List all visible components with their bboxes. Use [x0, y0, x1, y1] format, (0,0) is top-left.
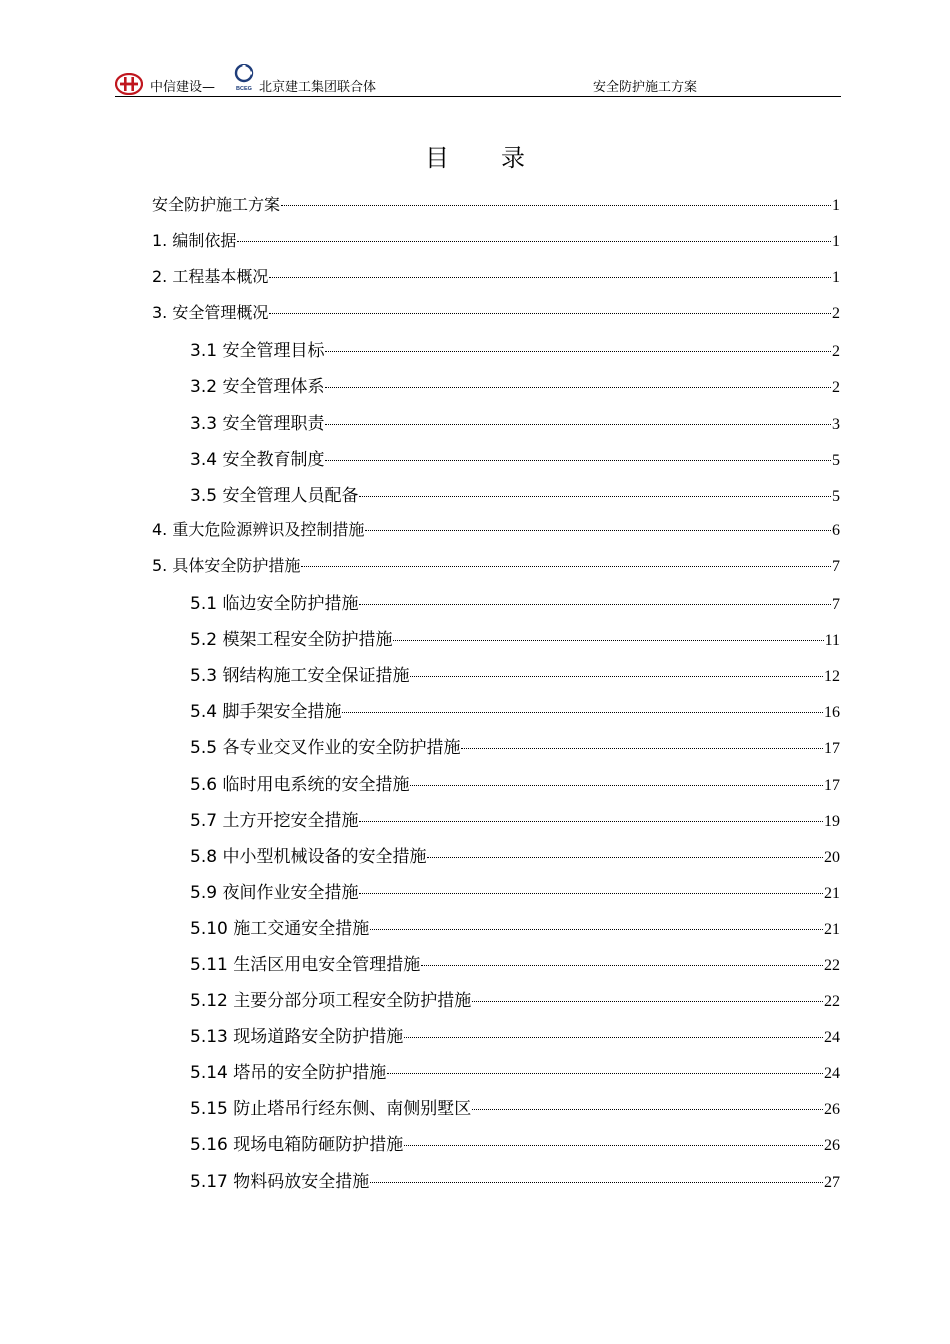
toc-entry-page: 27 — [824, 1173, 840, 1191]
toc-entry-page: 5 — [832, 451, 840, 469]
toc-entry-label: 4. 重大危险源辨识及控制措施 — [152, 519, 365, 539]
toc-entry[interactable] — [152, 481, 840, 517]
toc-entry[interactable] — [152, 914, 840, 950]
toc-entry[interactable] — [152, 878, 840, 914]
toc-leader-dots — [472, 1001, 823, 1002]
toc-entry-label: 3. 安全管理概况 — [152, 303, 269, 323]
toc-entry-label: 5.9 夜间作业安全措施 — [190, 882, 359, 903]
toc-entry-page: 22 — [824, 993, 840, 1011]
page-header — [115, 64, 841, 97]
toc-entry-label: 5.15 防止塔吊行经东侧、南侧别墅区 — [190, 1099, 472, 1120]
toc-title: 目录 — [425, 144, 577, 172]
toc-leader-dots — [269, 313, 831, 314]
toc-entry-page: 21 — [824, 884, 840, 902]
toc-leader-dots — [427, 857, 823, 858]
toc-entry[interactable] — [152, 1167, 840, 1203]
toc-entry-page: 2 — [832, 343, 840, 361]
toc-entry[interactable] — [152, 733, 840, 769]
toc-entry[interactable] — [152, 372, 840, 408]
citic-logo — [115, 73, 143, 95]
toc-entry-label: 3.5 安全管理人员配备 — [190, 485, 359, 506]
toc-entry-label: 5.6 临时用电系统的安全措施 — [190, 774, 410, 795]
toc-leader-dots — [359, 604, 831, 605]
toc-entry[interactable] — [152, 625, 840, 661]
toc-entry-label: 5.17 物料码放安全措施 — [190, 1171, 370, 1192]
toc-entry-page: 24 — [824, 1029, 840, 1047]
toc-entry[interactable] — [152, 661, 840, 697]
toc-entry-label: 5.11 生活区用电安全管理措施 — [190, 954, 421, 975]
toc-entry-label: 5.13 现场道路安全防护措施 — [190, 1027, 404, 1048]
toc-entry-page: 5 — [832, 487, 840, 505]
toc-entry-label: 3.3 安全管理职责 — [190, 413, 325, 434]
toc-entry[interactable] — [152, 445, 840, 481]
toc-entry[interactable] — [152, 517, 840, 553]
toc-entry[interactable] — [152, 986, 840, 1022]
toc-entry-label: 5.10 施工交通安全措施 — [190, 918, 370, 939]
toc-leader-dots — [387, 1073, 823, 1074]
toc-leader-dots — [325, 387, 831, 388]
toc-entry-page: 2 — [832, 305, 840, 323]
toc-leader-dots — [365, 530, 831, 531]
toc-entry[interactable] — [152, 192, 840, 228]
toc-entry-label: 安全防护施工方案 — [152, 195, 281, 214]
toc-entry-label: 5.5 各专业交叉作业的安全防护措施 — [190, 738, 461, 759]
toc-leader-dots — [359, 893, 823, 894]
toc-entry-page: 6 — [832, 521, 840, 539]
toc-entry-page: 11 — [824, 632, 840, 650]
toc-leader-dots — [461, 748, 823, 749]
toc-leader-dots — [410, 785, 823, 786]
toc-entry-label: 5.3 钢结构施工安全保证措施 — [190, 666, 410, 687]
toc-leader-dots — [370, 1182, 823, 1183]
toc-entry[interactable] — [152, 842, 840, 878]
bceg-logo-text: BCEG — [236, 86, 252, 92]
toc-entry-page: 20 — [824, 848, 840, 866]
toc-entry-label: 5.7 土方开挖安全措施 — [190, 810, 359, 831]
toc-entry-page: 26 — [824, 1101, 840, 1119]
toc-entry-page: 19 — [824, 812, 840, 830]
toc-entry-label: 5.4 脚手架安全措施 — [190, 702, 342, 723]
toc-entry-page: 22 — [824, 956, 840, 974]
toc-leader-dots — [269, 277, 831, 278]
toc-entry[interactable] — [152, 264, 840, 300]
toc-leader-dots — [393, 640, 823, 641]
toc-entry-page: 1 — [832, 269, 840, 287]
toc-entry-page: 3 — [832, 415, 840, 433]
toc-entry[interactable] — [152, 336, 840, 372]
toc-leader-dots — [370, 929, 823, 930]
toc-leader-dots — [281, 205, 831, 206]
toc-entry-label: 3.1 安全管理目标 — [190, 341, 325, 362]
toc-entry[interactable] — [152, 300, 840, 336]
toc-leader-dots — [325, 424, 831, 425]
toc-leader-dots — [404, 1145, 823, 1146]
toc-entry-label: 5.12 主要分部分项工程安全防护措施 — [190, 991, 472, 1012]
toc-leader-dots — [325, 460, 831, 461]
toc-entry-label: 5.2 模架工程安全防护措施 — [190, 630, 393, 651]
toc-entry[interactable] — [152, 589, 840, 625]
toc-entry[interactable] — [152, 1022, 840, 1058]
header-brand-citic: 中信建设— — [150, 80, 216, 95]
toc-leader-dots — [359, 496, 831, 497]
toc-leader-dots — [342, 712, 823, 713]
header-brand-bceg: 北京建工集团联合体 — [259, 80, 377, 95]
toc-entry[interactable] — [152, 409, 840, 445]
toc-leader-dots — [410, 676, 823, 677]
toc-entry[interactable] — [152, 770, 840, 806]
toc-entry-page: 26 — [824, 1137, 840, 1155]
toc-entry-label: 5.1 临边安全防护措施 — [190, 594, 359, 615]
toc-entry[interactable] — [152, 1058, 840, 1094]
toc-entry-label: 1. 编制依据 — [152, 231, 237, 251]
toc-leader-dots — [359, 821, 823, 822]
toc-leader-dots — [472, 1109, 823, 1110]
toc-entry[interactable] — [152, 950, 840, 986]
toc-entry-label: 5.8 中小型机械设备的安全措施 — [190, 846, 427, 867]
toc-entry[interactable] — [152, 1130, 840, 1166]
toc-entry-label: 5.14 塔吊的安全防护措施 — [190, 1063, 387, 1084]
toc-leader-dots — [301, 566, 831, 567]
toc-entry-page: 21 — [824, 920, 840, 938]
toc-entry-page: 24 — [824, 1065, 840, 1083]
toc-entry-label: 5. 具体安全防护措施 — [152, 555, 301, 575]
toc-leader-dots — [404, 1037, 823, 1038]
toc-entry-label: 3.4 安全教育制度 — [190, 449, 325, 470]
toc-leader-dots — [421, 965, 823, 966]
toc-entry-page: 12 — [824, 668, 840, 686]
toc-entry-page: 2 — [832, 379, 840, 397]
toc-entry[interactable] — [152, 228, 840, 264]
table-of-contents — [152, 192, 840, 1203]
toc-entry[interactable] — [152, 1094, 840, 1130]
toc-entry-page: 1 — [832, 197, 840, 214]
toc-entry-page: 16 — [824, 704, 840, 722]
toc-entry-label: 2. 工程基本概况 — [152, 267, 269, 287]
toc-entry-page: 17 — [824, 740, 840, 758]
toc-entry-page: 7 — [832, 557, 840, 575]
header-document-title: 安全防护施工方案 — [593, 80, 698, 95]
toc-entry[interactable] — [152, 553, 840, 589]
toc-entry-label: 3.2 安全管理体系 — [190, 377, 325, 398]
toc-entry[interactable] — [152, 697, 840, 733]
toc-entry-page: 7 — [832, 596, 840, 614]
toc-leader-dots — [325, 351, 831, 352]
toc-leader-dots — [237, 241, 831, 242]
toc-entry-page: 1 — [832, 233, 840, 251]
toc-entry[interactable] — [152, 806, 840, 842]
toc-entry-page: 17 — [824, 776, 840, 794]
toc-entry-label: 5.16 现场电箱防砸防护措施 — [190, 1135, 404, 1156]
bceg-logo — [233, 64, 255, 92]
